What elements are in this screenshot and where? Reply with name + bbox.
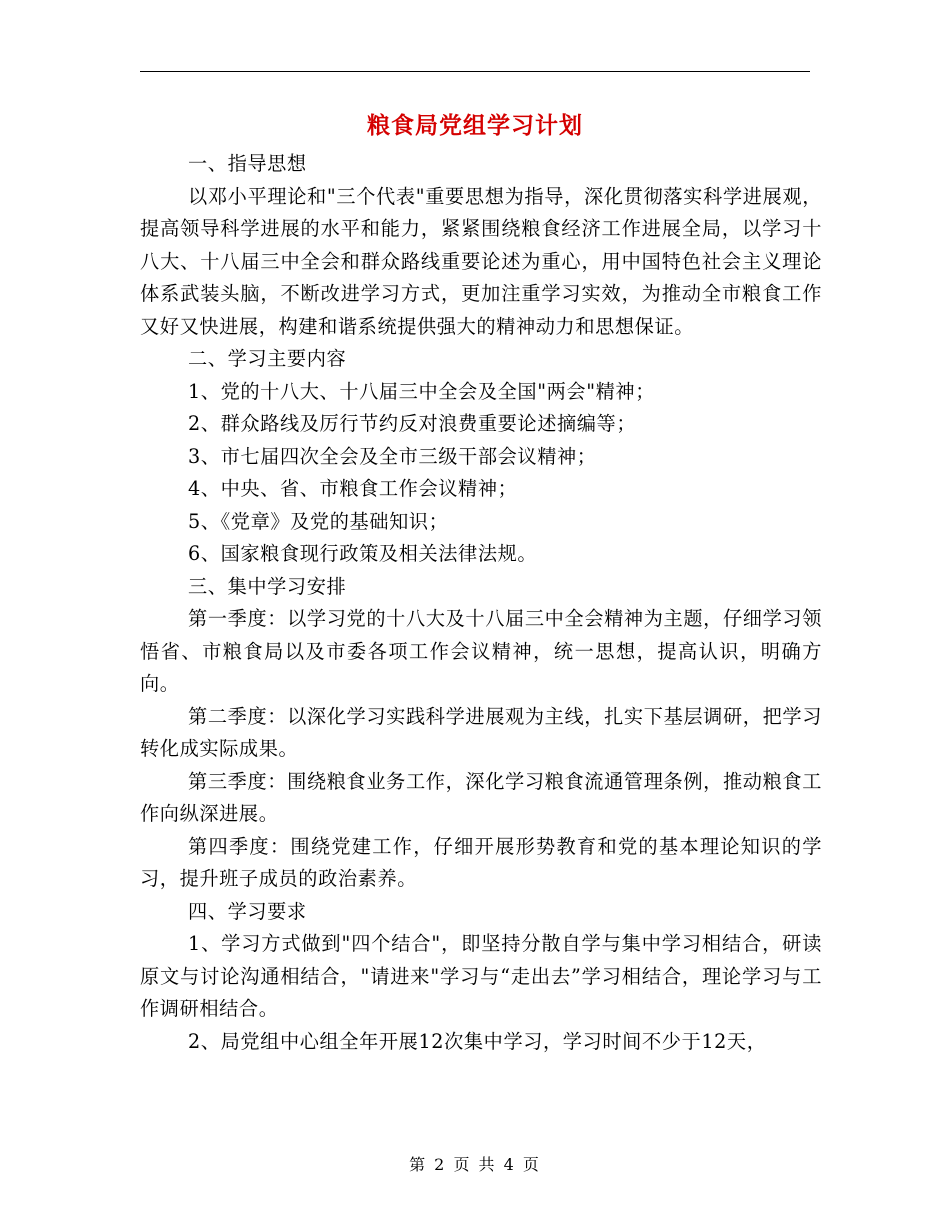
list-item-content-2: 2、群众路线及厉行节约反对浪费重要论述摘编等；	[188, 412, 637, 435]
paragraph-requirement-1: 1、学习方式做到"四个结合"，即坚持分散自学与集中学习相结合，研读原文与讨论沟通相结合，"请进来"学习与“走出去”学习相结合，理论学习与工作调研相结合。	[140, 932, 822, 1020]
list-item-content-1: 1、党的十八大、十八届三中全会及全国"两会"精神；	[188, 379, 655, 403]
list-item-content-5: 5、《党章》及党的基础知识；	[188, 509, 449, 533]
list-item-content-6: 6、国家粮食现行政策及相关法律法规。	[188, 542, 538, 565]
paragraph-guiding-ideology: 以邓小平理论和"三个代表"重要思想为指导，深化贯彻落实科学进展观，提高领导科学进展的水平和能力，紧紧围绕粮食经济工作进展全局，以学习十八大、十八届三中全会和群众路线重要论述为重心，用中国特色社会主义理论体系武装头脑，不断改进学习方式，更加注重学习实效，为推动全市粮食工作又好又快进展，构建和谐系统提供强大的精神动力和思想保证。	[140, 184, 822, 338]
document-body	[140, 148, 822, 1058]
list-item-content-3: 3、市七届四次全会及全市三级干部会议精神；	[188, 444, 597, 468]
paragraph-q1: 第一季度：以学习党的十八大及十八届三中全会精神为主题，仔细学习领悟省、市粮食局以及市委各项工作会议精神，统一思想，提高认识，明确方向。	[140, 607, 822, 695]
heading-study-requirements: 四、学习要求	[188, 899, 307, 923]
heading-main-content: 二、学习主要内容	[188, 347, 347, 370]
heading-guiding-ideology: 一、指导思想	[188, 152, 307, 175]
paragraph-q2: 第二季度：以深化学习实践科学进展观为主线，扎实下基层调研，把学习转化成实际成果。	[140, 704, 822, 760]
document-title: 粮食局党组学习计划	[367, 113, 583, 139]
paragraph-q4: 第四季度：围绕党建工作，仔细开展形势教育和党的基本理论知识的学习，提升班子成员的政治素养。	[140, 834, 822, 890]
paragraph-requirement-2: 2、局党组中心组全年开展12次集中学习，学习时间不少于12天，	[188, 1029, 767, 1053]
page-number: 第 2 页 共 4 页	[409, 1155, 541, 1174]
list-item-content-4: 4、中央、省、市粮食工作会议精神；	[188, 477, 518, 500]
paragraph-q3: 第三季度：围绕粮食业务工作，深化学习粮食流通管理条例，推动粮食工作向纵深进展。	[140, 769, 822, 825]
heading-study-schedule: 三、集中学习安排	[188, 574, 347, 598]
header-rule	[140, 71, 810, 72]
